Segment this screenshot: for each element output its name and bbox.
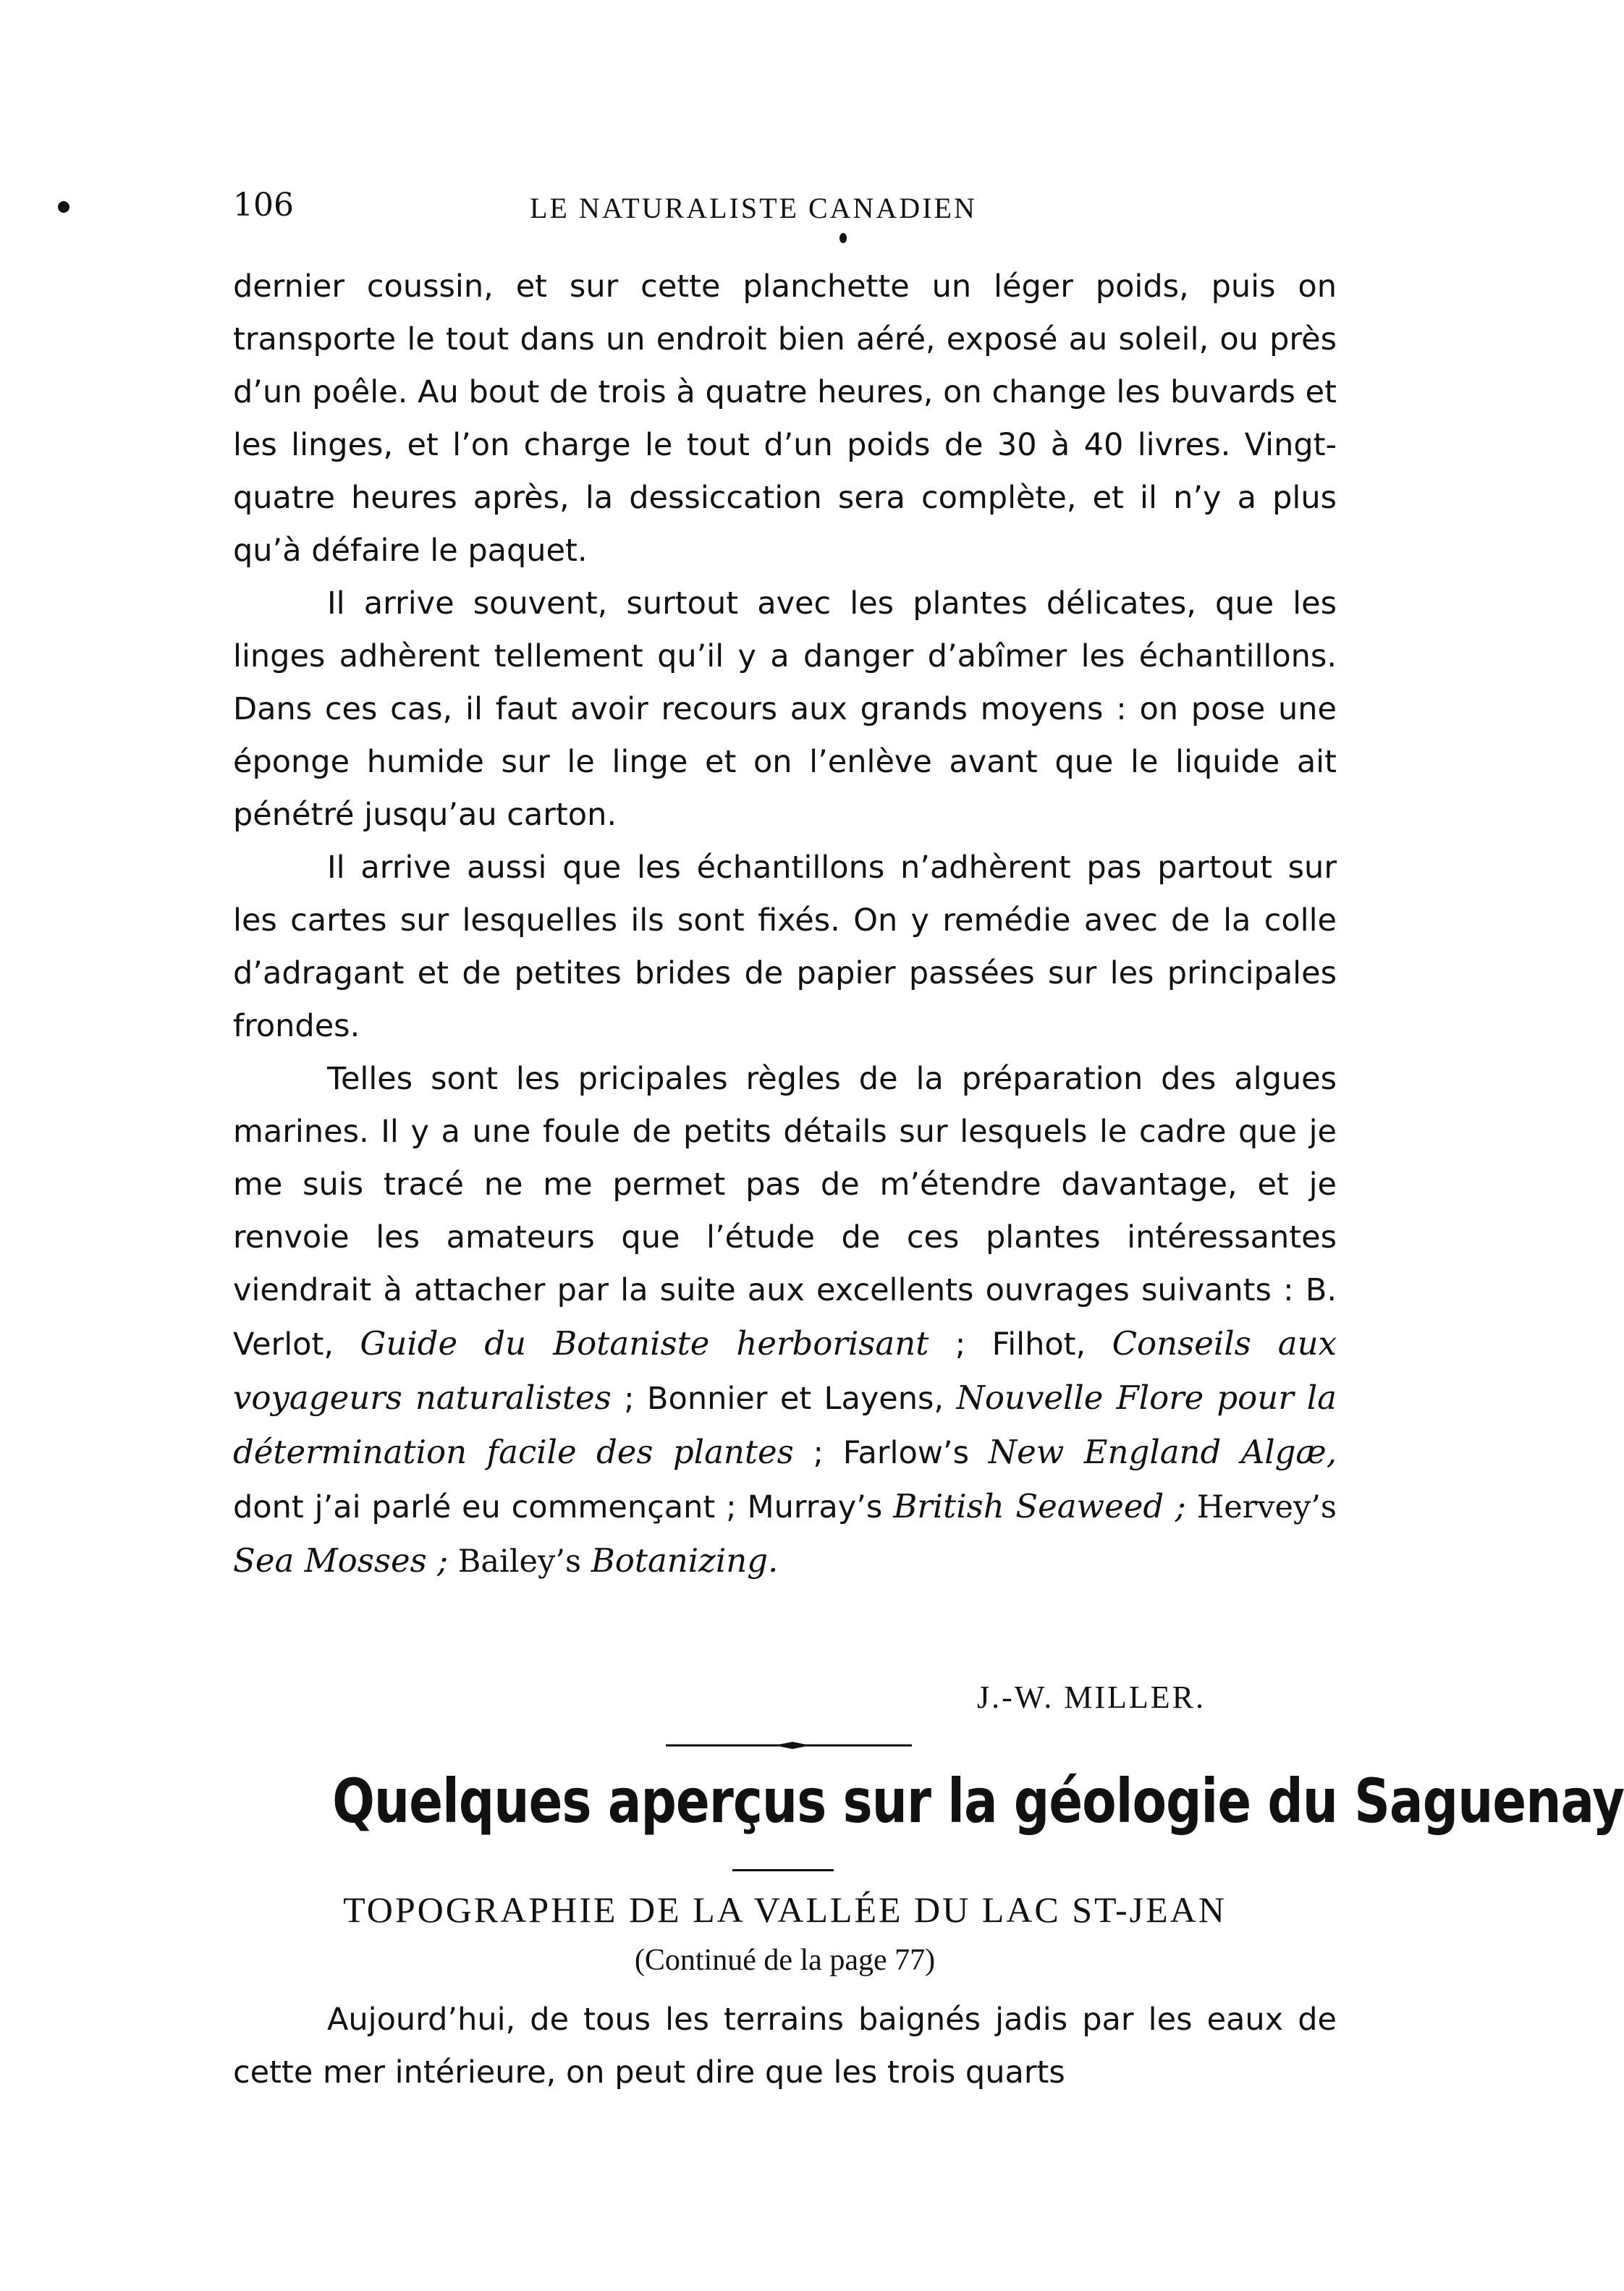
section-heading: Quelques aperçus sur la géologie du Saguenay (332, 1766, 1624, 1837)
book-title-bonnier: Nouvelle Flore pour la détermination facile des plantes (233, 1379, 1337, 1471)
page-header (233, 187, 1340, 230)
references-sep-6: Bailey’s (448, 1543, 591, 1580)
book-title-verlot: Guide du Botaniste herborisant (360, 1324, 929, 1363)
references-intro: Telles sont les pricipales règles de la préparation des algues marines. Il y a une foule de petits détails sur lesquels le cadre que je me suis tracé ne me permet pas de m’étendre davantage, et je renvoie les amateurs que l’étude de ces plantes intéressantes viendrait à attacher par la suite aux excellents ouvrages suivants : B. Verlot, (233, 1061, 1337, 1363)
paragraph-1: dernier coussin, et sur cette planchette un léger poids, puis on transporte le tout dans un endroit bien aéré, exposé au soleil, ou près d’un poêle. Au bout de trois à quatre heures, on change les buvards et les linges, et l’on charge le tout d’un poids de 30 à 40 livres. Vingt-quatre heures après, la dessiccation sera complète, et il n’y a plus qu’à défaire le paquet. (233, 268, 1337, 569)
references-sep-1: ; Filhot, (929, 1326, 1112, 1363)
paragraph-3: Il arrive aussi que les échantillons n’adhèrent pas partout sur les cartes sur lesquelles ils sont fixés. On y remédie avec de la colle d’adragant et de petites brides de papier passées sur les principales frondes. (233, 850, 1337, 1044)
running-title: LE NATURALISTE CANADIEN (530, 192, 977, 224)
heading-underline-rule (732, 1869, 834, 1871)
section-subheading: TOPOGRAPHIE DE LA VALLÉE DU LAC ST-JEAN (343, 1889, 1227, 1930)
references-sep-2: ; Bonnier et Layens, (611, 1381, 957, 1417)
page-number: 106 (233, 187, 294, 224)
ornamental-rule (666, 1741, 912, 1750)
book-title-murray: British Seaweed ; (893, 1487, 1186, 1525)
header-dot-mark (840, 233, 847, 243)
references-sep-3: ; Farlow’s (793, 1435, 989, 1471)
book-title-bailey: Botanizing. (591, 1541, 779, 1580)
references-sep-5: Hervey’s (1185, 1489, 1337, 1525)
section-opening-paragraph: Aujourd’hui, de tous les terrains baignés jadis par les eaux de cette mer intérieure, on peut dire que les trois quarts (233, 2002, 1337, 2091)
article-body (233, 261, 1337, 1588)
continued-note: (Continué de la page 77) (634, 1944, 936, 1977)
references-sep-4: dont j’ai parlé eu commençant ; Murray’s (233, 1489, 894, 1525)
author-signature: J.-W. MILLER. (977, 1680, 1206, 1715)
paragraph-2: Il arrive souvent, surtout avec les plantes délicates, que les linges adhèrent tellement qu’il y a danger d’abîmer les échantillons. Dans ces cas, il faut avoir recours aux grands moyens : on pose une éponge humide sur le linge et on l’enlève avant que le liquide ait pénétré jusqu’au carton. (233, 585, 1337, 833)
book-title-farlow: New England Algæ, (988, 1433, 1337, 1471)
margin-bullet-mark (58, 201, 69, 213)
book-title-filhot: Conseils aux voyageurs naturalistes (233, 1324, 1337, 1417)
paragraph-references (233, 1053, 1337, 1588)
book-title-hervey: Sea Mosses ; (233, 1541, 449, 1580)
